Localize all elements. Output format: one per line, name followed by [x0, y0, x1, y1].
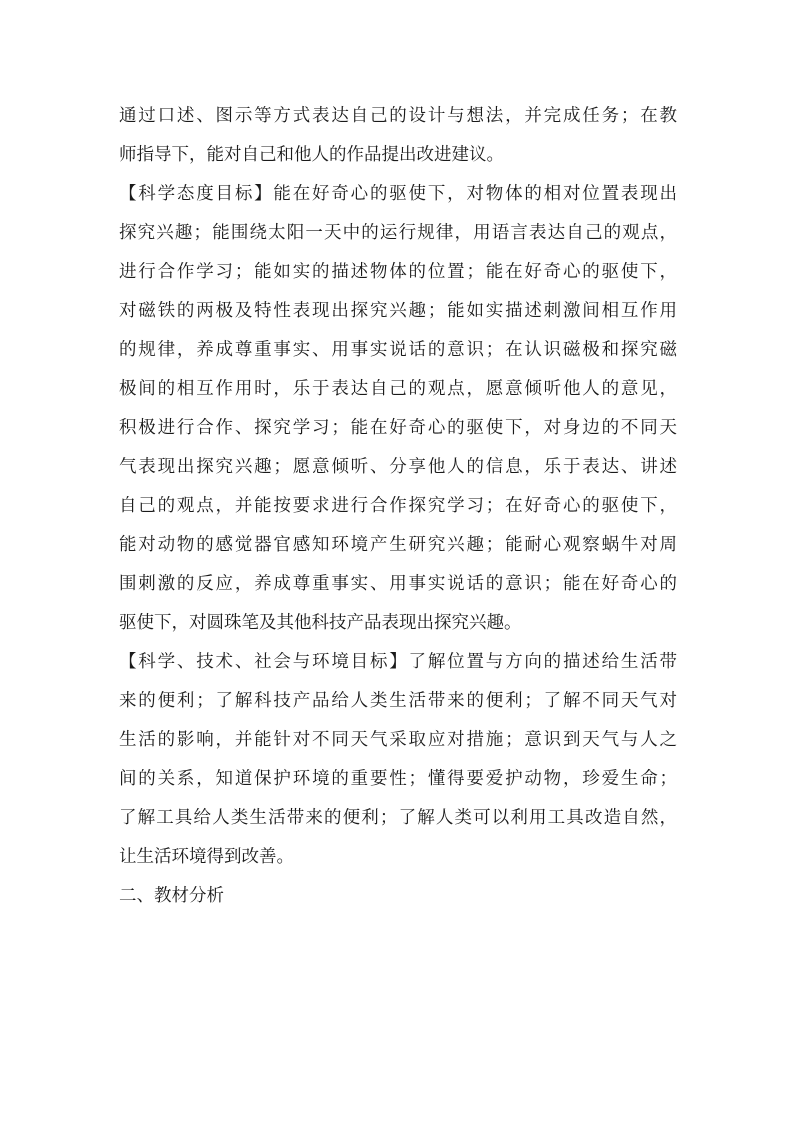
text-line: 让生活环境得到改善。 — [119, 847, 294, 867]
text-line: 进行合作学习；能如实的描述物体的位置；能在好奇心的驱使下， — [119, 262, 677, 282]
text-line: 积极进行合作、探究学习；能在好奇心的驱使下，对身边的不同天 — [119, 418, 677, 438]
text-line: 探究兴趣；能围绕太阳一天中的运行规律，用语言表达自己的观点， — [119, 223, 677, 243]
text-line: 间的关系，知道保护环境的重要性；懂得要爱护动物，珍爱生命； — [119, 769, 677, 789]
text-line: 来的便利；了解科技产品给人类生活带来的便利；了解不同天气对 — [119, 691, 677, 711]
text-line: 对磁铁的两极及特性表现出探究兴趣；能如实描述刺激间相互作用 — [119, 301, 677, 321]
text-line: 【科学、技术、社会与环境目标】了解位置与方向的描述给生活带 — [119, 652, 677, 672]
text-line: 了解工具给人类生活带来的便利；了解人类可以利用工具改造自然， — [119, 808, 677, 828]
text-line: 通过口述、图示等方式表达自己的设计与想法，并完成任务；在教 — [119, 106, 677, 126]
text-line: 【科学态度目标】能在好奇心的驱使下，对物体的相对位置表现出 — [119, 184, 677, 204]
text-line: 生活的影响，并能针对不同天气采取应对措施；意识到天气与人之 — [119, 730, 677, 750]
section-heading: 二、教材分析 — [119, 886, 224, 906]
text-line: 的规律，养成尊重事实、用事实说话的意识；在认识磁极和探究磁 — [119, 340, 677, 360]
text-line: 围刺激的反应，养成尊重事实、用事实说话的意识；能在好奇心的 — [119, 574, 677, 594]
text-line: 能对动物的感觉器官感知环境产生研究兴趣；能耐心观察蜗牛对周 — [119, 535, 677, 555]
document-body — [119, 97, 677, 916]
text-line: 师指导下，能对自己和他人的作品提出改进建议。 — [119, 145, 504, 165]
text-line: 极间的相互作用时，乐于表达自己的观点，愿意倾听他人的意见， — [119, 379, 677, 399]
text-line: 自己的观点，并能按要求进行合作探究学习；在好奇心的驱使下， — [119, 496, 677, 516]
text-line: 气表现出探究兴趣；愿意倾听、分享他人的信息，乐于表达、讲述 — [119, 457, 677, 477]
text-line: 驱使下，对圆珠笔及其他科技产品表现出探究兴趣。 — [119, 613, 522, 633]
